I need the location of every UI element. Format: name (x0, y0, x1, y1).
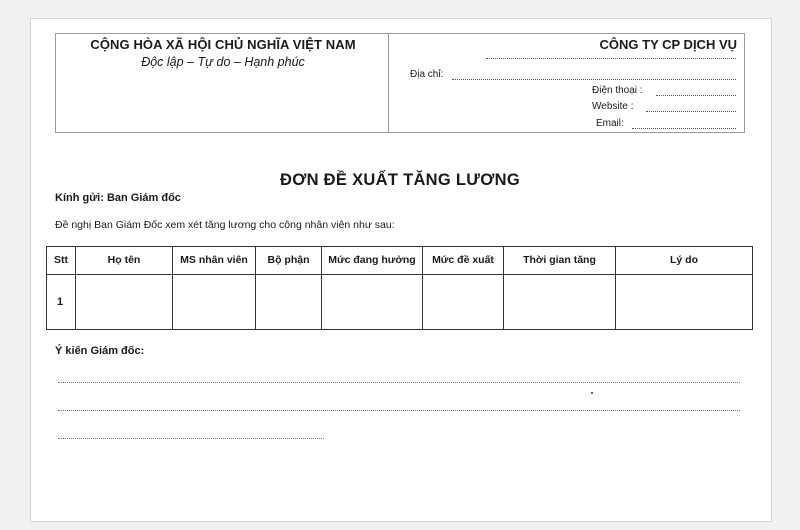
company-name: CÔNG TY CP DỊCH VỤ (599, 37, 737, 52)
opinion-dotted-line (58, 438, 324, 439)
table-cell (173, 275, 256, 330)
table-cell (616, 275, 753, 330)
table-cell (423, 275, 504, 330)
table-cell (504, 275, 616, 330)
phone-dotted-line (656, 95, 736, 96)
table-cell (76, 275, 173, 330)
table-row (47, 275, 753, 330)
address-dotted-line (452, 79, 736, 80)
website-dotted-line (646, 111, 736, 112)
email-label: Email: (596, 118, 624, 129)
website-label: Website : (592, 101, 634, 112)
column-header: Thời gian tăng (504, 247, 616, 275)
director-opinion-label: Ý kiến Giám đốc: (55, 345, 145, 357)
company-name-dotted-line (486, 58, 736, 59)
column-header: Lý do (616, 247, 753, 275)
request-text: Đề nghị Ban Giám Đốc xem xét tăng lương cho công nhân viên như sau: (55, 219, 395, 231)
phone-label: Điện thoại : (592, 85, 643, 96)
table-cell (322, 275, 423, 330)
opinion-dotted-line (58, 382, 740, 383)
email-dotted-line (632, 128, 736, 129)
header-divider (388, 33, 389, 133)
salary-table (46, 246, 753, 330)
column-header: Mức đang hưởng (322, 247, 423, 275)
column-header: MS nhân viên (173, 247, 256, 275)
column-header: Stt (47, 247, 76, 275)
salutation: Kính gửi: Ban Giám đốc (55, 192, 181, 204)
table-cell (256, 275, 322, 330)
opinion-dotted-line (58, 410, 740, 411)
table-cell-stt: 1 (47, 275, 76, 330)
address-label: Địa chỉ: (410, 69, 444, 80)
stray-dot (591, 392, 593, 394)
column-header: Họ tên (76, 247, 173, 275)
column-header: Bộ phận (256, 247, 322, 275)
national-motto: Độc lập – Tự do – Hạnh phúc (141, 55, 305, 69)
national-title: CỘNG HÒA XÃ HỘI CHỦ NGHĨA VIỆT NAM (90, 37, 356, 52)
table-header-row (47, 247, 753, 275)
column-header: Mức đề xuất (423, 247, 504, 275)
document-title: ĐƠN ĐỀ XUẤT TĂNG LƯƠNG (279, 171, 521, 189)
